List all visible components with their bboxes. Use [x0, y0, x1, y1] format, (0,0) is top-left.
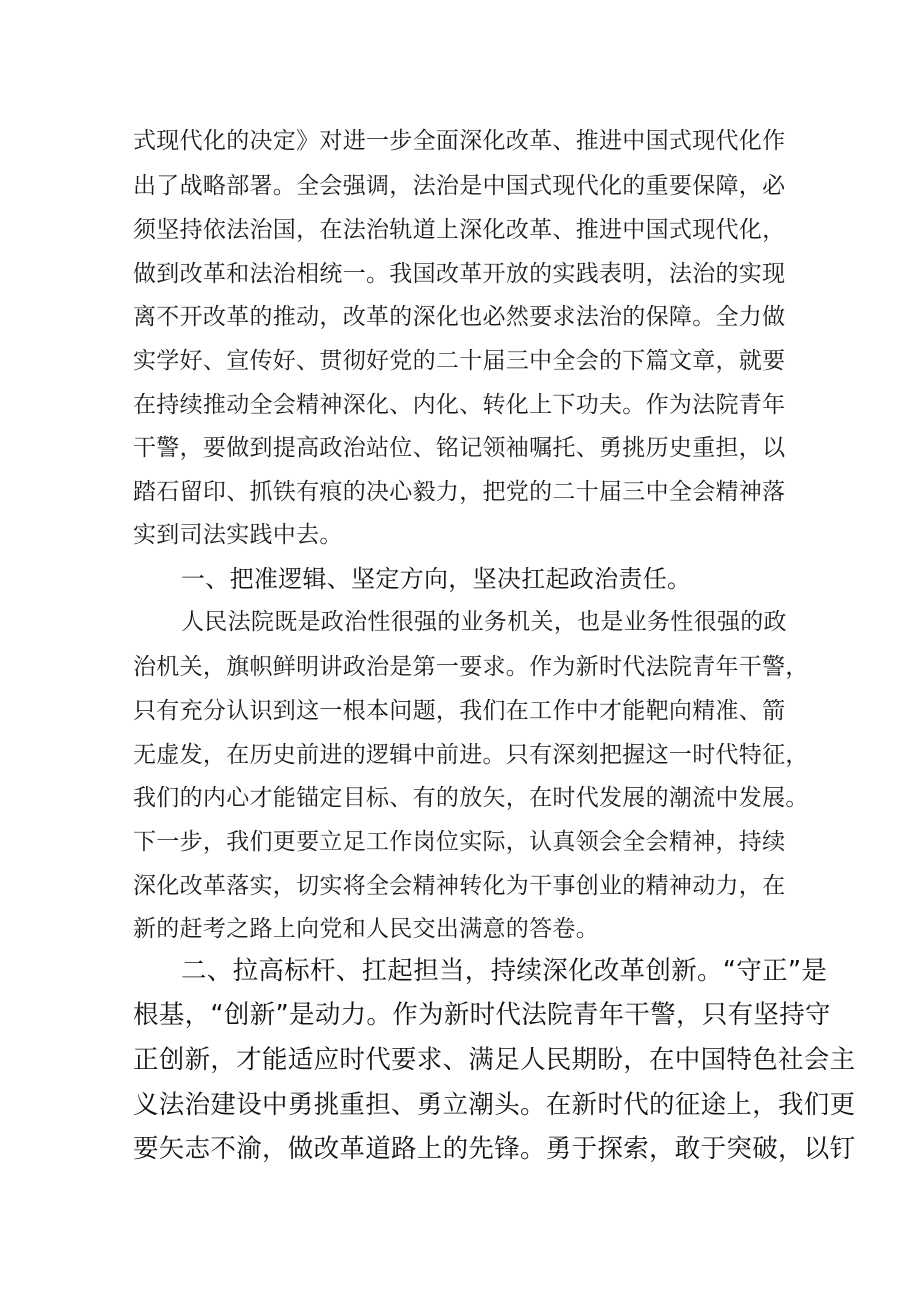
- paragraph-line: 离不开改革的推动，改革的深化也必然要求法治的保障。全力做: [133, 304, 786, 330]
- paragraph-line: 义法治建设中勇挑重担、勇立潮头。在新时代的征途上，我们更: [133, 1090, 856, 1120]
- paragraph-line: 无虚发，在历史前进的逻辑中前进。只有深刻把握这一时代特征，: [133, 742, 809, 768]
- paragraph-line: 踏石留印、抓铁有痕的决心毅力，把党的二十届三中全会精神落: [133, 479, 786, 505]
- paragraph-line: 实学好、宣传好、贯彻好党的二十届三中全会的下篇文章，就要: [133, 348, 786, 374]
- paragraph-line: 二、拉高标杆、扛起担当，持续深化改革创新。“守正”是: [181, 956, 828, 986]
- paragraph-line: 深化改革落实，切实将全会精神转化为干事创业的精神动力，在: [133, 873, 786, 899]
- paragraph-line: 出了战略部署。全会强调，法治是中国式现代化的重要保障，必: [133, 173, 786, 199]
- paragraph-line: 须坚持依法治国，在法治轨道上深化改革、推进中国式现代化，: [133, 217, 786, 243]
- paragraph-line: 干警，要做到提高政治站位、铭记领袖嘱托、勇挑历史重担，以: [133, 435, 786, 461]
- paragraph-line: 正创新，才能适应时代要求、满足人民期盼，在中国特色社会主: [133, 1045, 856, 1075]
- paragraph-line: 根基，“创新”是动力。作为新时代法院青年干警，只有坚持守: [133, 1000, 831, 1030]
- paragraph-line: 要矢志不渝，做改革道路上的先锋。勇于探索，敢于突破，以钉: [133, 1134, 856, 1164]
- paragraph-line: 我们的内心才能锚定目标、有的放矢，在时代发展的潮流中发展。: [133, 785, 809, 811]
- paragraph-line: 新的赶考之路上向党和人民交出满意的答卷。: [133, 916, 599, 942]
- paragraph-line: 在持续推动全会精神深化、内化、转化上下功夫。作为法院青年: [133, 392, 786, 418]
- paragraph-line: 做到改革和法治相统一。我国改革开放的实践表明，法治的实现: [133, 261, 786, 287]
- paragraph-line: 实到司法实践中去。: [133, 522, 343, 548]
- paragraph-line: 人民法院既是政治性很强的业务机关，也是业务性很强的政: [181, 609, 787, 635]
- paragraph-line: 下一步，我们更要立足工作岗位实际，认真领会全会精神，持续: [133, 829, 786, 855]
- paragraph-line: 治机关，旗帜鲜明讲政治是第一要求。作为新时代法院青年干警，: [133, 654, 809, 680]
- paragraph-line: 只有充分认识到这一根本问题，我们在工作中才能靶向精准、箭: [133, 698, 786, 724]
- paragraph-line: 式现代化的决定》对进一步全面深化改革、推进中国式现代化作: [133, 128, 786, 154]
- section-heading: 一、把准逻辑、坚定方向，坚决扛起政治责任。: [181, 565, 692, 593]
